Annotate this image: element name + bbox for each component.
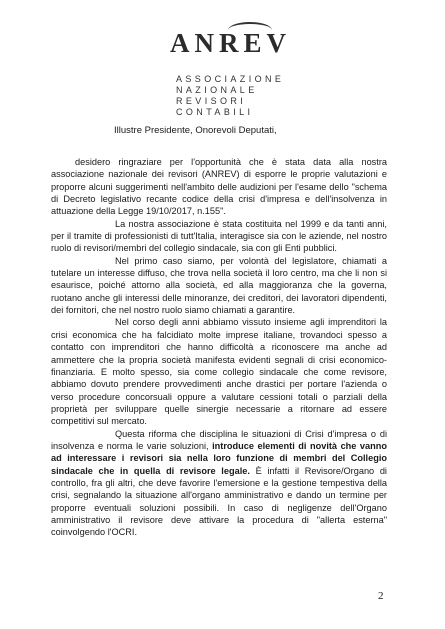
paragraph-5-intro: Questa riforma che disciplina le situazioni di Crisi d'impresa o di insolvenza e norma le varie soluzioni, — [51, 428, 387, 451]
letter-body — [51, 156, 387, 539]
paragraph-1: desidero ringraziare per l'opportunità che è stata data alla nostra associazione nazionale dei revisori (ANREV) di esporre le proprie valutazioni e proporre alcuni suggerimenti nell'ambito delle audizioni per l'esame dello "schema di Decreto legislativo recante codice della crisi d'impresa e dell'insolvenza in attuazione della Legge 19/10/2017, n.155". — [51, 157, 387, 217]
paragraph-5 — [51, 428, 387, 539]
paragraph-5-rest: È infatti il Revisore/Organo di controllo, fra gli altri, che deve favorire l'emersione e la gestione tempestiva della crisi, segnalando la situazione all'organo amministrativo e dando un termine per proporre eventuali soluzioni possibili. In caso di negligenze dell'Organo amministrativo il revisore deve attivare la procedura di "allerta esterna" coinvolgendo l'OCRI. — [51, 465, 387, 538]
paragraph-3: Nel primo caso siamo, per volontà del legislatore, chiamati a tutelare un interesse diffuso, che trova nella società il loro centro, ma che li non si esaurisce, poiché attorno alla società, ed alla maggioranza che la governa, ruotano anche gli interessi delle minoranze, dei creditori, dei lavoratori dipendenti, dei fornitori, che nel nostro ruolo siamo chiamati a garantire. — [51, 255, 387, 316]
salutation: Illustre Presidente, Onorevoli Deputati, — [114, 125, 277, 136]
logo-name: ANREV — [170, 28, 292, 58]
logo-line-nazionale: NAZIONALE — [176, 85, 258, 95]
logo-line-associazione: ASSOCIAZIONE — [176, 74, 285, 84]
logo-line-contabili: CONTABILI — [176, 107, 254, 117]
paragraph-4: Nel corso degli anni abbiamo vissuto insieme agli imprenditori la crisi economica che ha falcidiato molte imprese italiane, trovandoci spesso a contatto con imprenditori che hanno difficoltà a riconoscere ma anche ad ammettere che la propria società manifesta evidenti segnali di crisi economico-finanziaria. E molto spesso, sia come collegio sindacale che come revisore, abbiamo dovuto prendere provvedimenti anche drastici per portare l'azienda o verso procedure concorsuali oppure a valutare cessioni totali o parziali della proprietà per sviluppare quelle sinergie necessarie a ritornare ad essere competitivi sul mercato. — [51, 317, 387, 427]
anrev-logo — [170, 26, 320, 136]
logo-line-revisori: REVISORI — [176, 96, 247, 106]
paragraph-5-bold: introduce elementi di novità che vanno ad interessare i revisori sia nella loro funzione di membri del Collegio sindacale che in quella di revisore legale. — [51, 440, 387, 476]
paragraph-2: La nostra associazione è stata costituita nel 1999 e da tanti anni, per il tramite di professionisti di tutt'Italia, interagisce sia con le aziende, nel nostro ruolo di revisori/membri del collegio sindacale, sia con gli Enti pubblici. — [51, 218, 387, 254]
page-number: 2 — [378, 590, 384, 602]
